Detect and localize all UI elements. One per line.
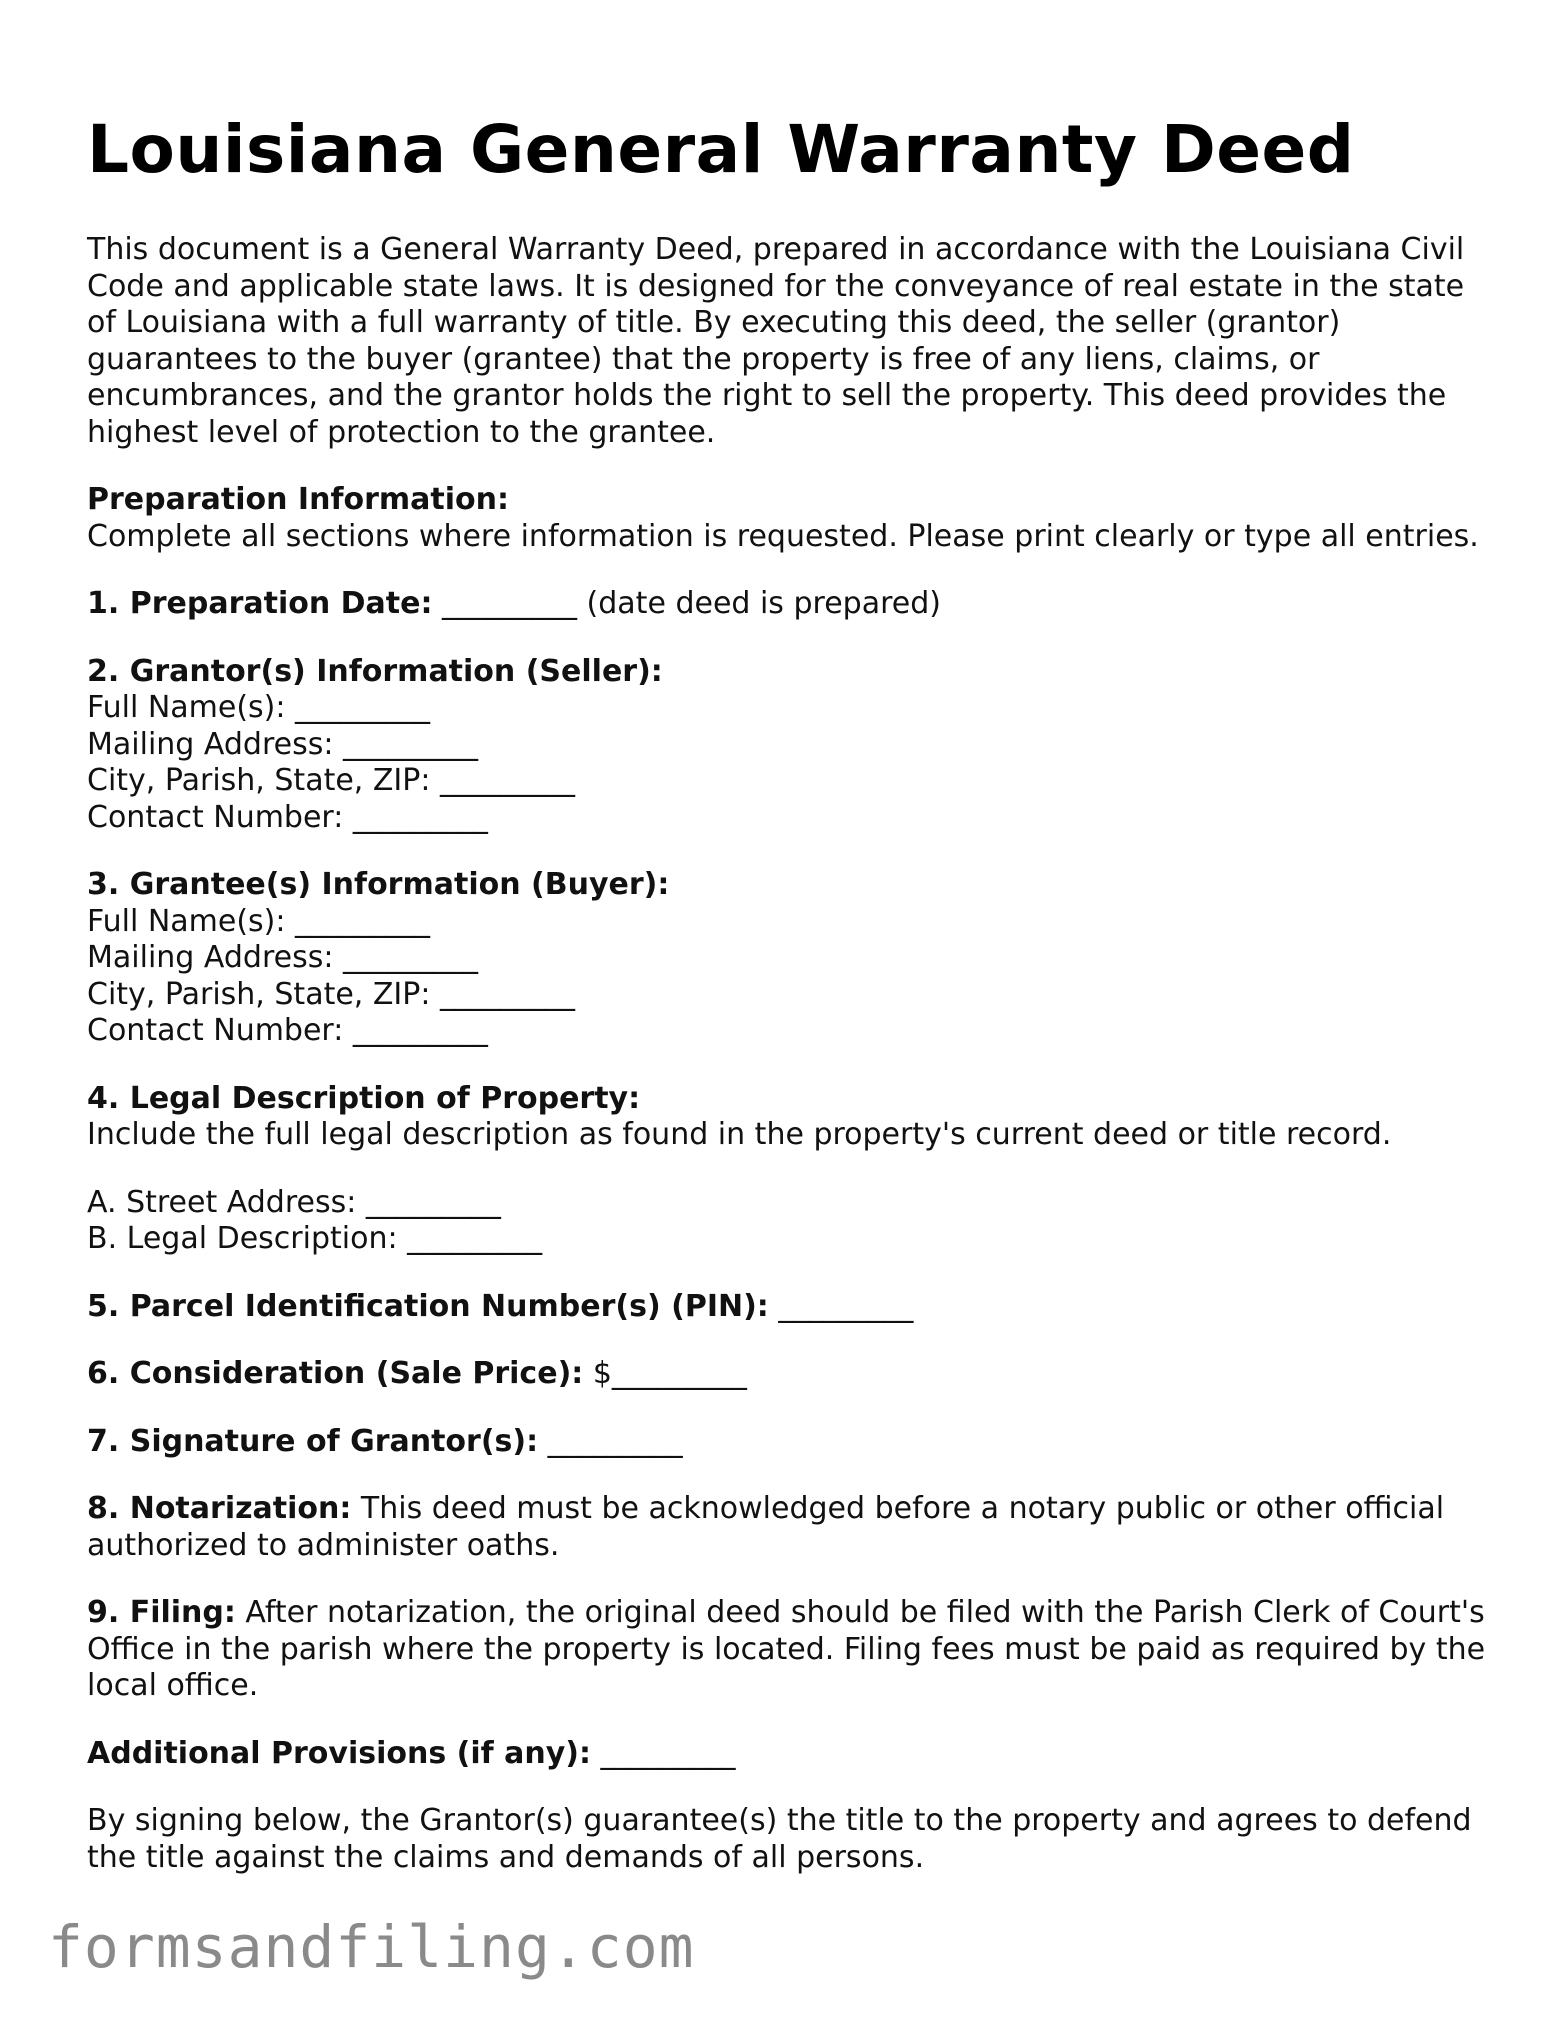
grantor-signature-label: 7. Signature of Grantor(s): bbox=[87, 1423, 539, 1459]
notarization-text: This deed must be acknowledged before a notary public or other official authorized to administer oaths. bbox=[87, 1491, 1445, 1563]
section-grantor-info bbox=[87, 654, 1487, 837]
consideration-blank[interactable]: $_________ bbox=[583, 1356, 747, 1391]
page-title: Louisiana General Warranty Deed bbox=[87, 111, 1355, 188]
grantor-signature-blank[interactable]: _________ bbox=[538, 1423, 683, 1459]
grantor-city-parish-state-zip-field[interactable]: City, Parish, State, ZIP: _________ bbox=[87, 763, 575, 798]
grantee-contact-number-field[interactable]: Contact Number: _________ bbox=[87, 1013, 488, 1048]
legal-description-heading: 4. Legal Description of Property: bbox=[87, 1080, 641, 1116]
section-grantee-info bbox=[87, 867, 1487, 1050]
filing-label: 9. Filing: bbox=[87, 1595, 236, 1630]
filing-text: After notarization, the original deed should be filed with the Parish Clerk of Court's Office in the parish where the property is located. Filing fees must be paid as required by the local office. bbox=[87, 1595, 1486, 1703]
section-filing bbox=[87, 1595, 1487, 1705]
additional-provisions-blank[interactable]: _________ bbox=[591, 1735, 736, 1771]
preparation-info-text: Complete all sections where information is requested. Please print clearly or type all entries. bbox=[87, 518, 1479, 554]
grantor-contact-number-field[interactable]: Contact Number: _________ bbox=[87, 799, 488, 835]
preparation-date-label: 1. Preparation Date: bbox=[87, 586, 433, 621]
deed-document bbox=[87, 110, 1487, 1876]
grantee-full-name-field[interactable]: Full Name(s): _________ bbox=[87, 903, 431, 939]
grantor-mailing-address-field[interactable]: Mailing Address: _________ bbox=[87, 726, 478, 762]
grantor-heading: 2. Grantor(s) Information (Seller): bbox=[87, 653, 663, 689]
preparation-date-note: (date deed is prepared) bbox=[577, 586, 941, 621]
section-preparation-date bbox=[87, 586, 1487, 623]
section-parcel-id bbox=[87, 1289, 1487, 1326]
intro-paragraph: This document is a General Warranty Deed, prepared in accordance with the Louisiana Civil Code and applicable state laws. It is designed for the conveyance of real estate in the state of Louisiana with a full warranty of title. By executing this deed, the seller (grantor) guarantees to the buyer (grantee) that the property is free of any liens, claims, or encumbrances, and the grantor holds the right to sell the property. This deed provides the highest level of protection to the grantee. bbox=[87, 232, 1465, 450]
consideration-label: 6. Consideration (Sale Price): bbox=[87, 1356, 584, 1391]
parcel-id-blank[interactable]: _________ bbox=[768, 1288, 914, 1324]
legal-description-instructions: Include the full legal description as found in the property's current deed or title record. bbox=[87, 1117, 1392, 1152]
preparation-date-blank[interactable]: _________ bbox=[442, 586, 578, 621]
additional-provisions-label: Additional Provisions (if any): bbox=[87, 1735, 592, 1771]
grantee-city-parish-state-zip-field[interactable]: City, Parish, State, ZIP: _________ bbox=[87, 976, 575, 1012]
grantor-full-name-field[interactable]: Full Name(s): _________ bbox=[87, 690, 431, 725]
section-consideration bbox=[87, 1356, 1487, 1393]
grantee-heading: 3. Grantee(s) Information (Buyer): bbox=[87, 867, 670, 902]
section-grantor-signature bbox=[87, 1424, 1487, 1461]
section-legal-description bbox=[87, 1081, 1487, 1154]
preparation-info-heading: Preparation Information: bbox=[87, 482, 509, 517]
section-additional-provisions bbox=[87, 1736, 1487, 1773]
grantee-mailing-address-field[interactable]: Mailing Address: _________ bbox=[87, 940, 478, 975]
closing-statement: By signing below, the Grantor(s) guarantee(s) the title to the property and agrees to defend the title against the claims and demands of all persons. bbox=[87, 1803, 1472, 1875]
watermark: formsandfiling.com bbox=[48, 1913, 695, 1981]
preparation-info bbox=[87, 482, 1487, 555]
notarization-label: 8. Notarization: bbox=[87, 1491, 352, 1526]
street-address-field[interactable]: A. Street Address: _________ bbox=[87, 1184, 501, 1220]
legal-description-field[interactable]: B. Legal Description: _________ bbox=[87, 1221, 543, 1256]
legal-description-fields bbox=[87, 1185, 1487, 1258]
parcel-id-label: 5. Parcel Identification Number(s) (PIN): bbox=[87, 1288, 769, 1324]
section-notarization bbox=[87, 1491, 1487, 1564]
